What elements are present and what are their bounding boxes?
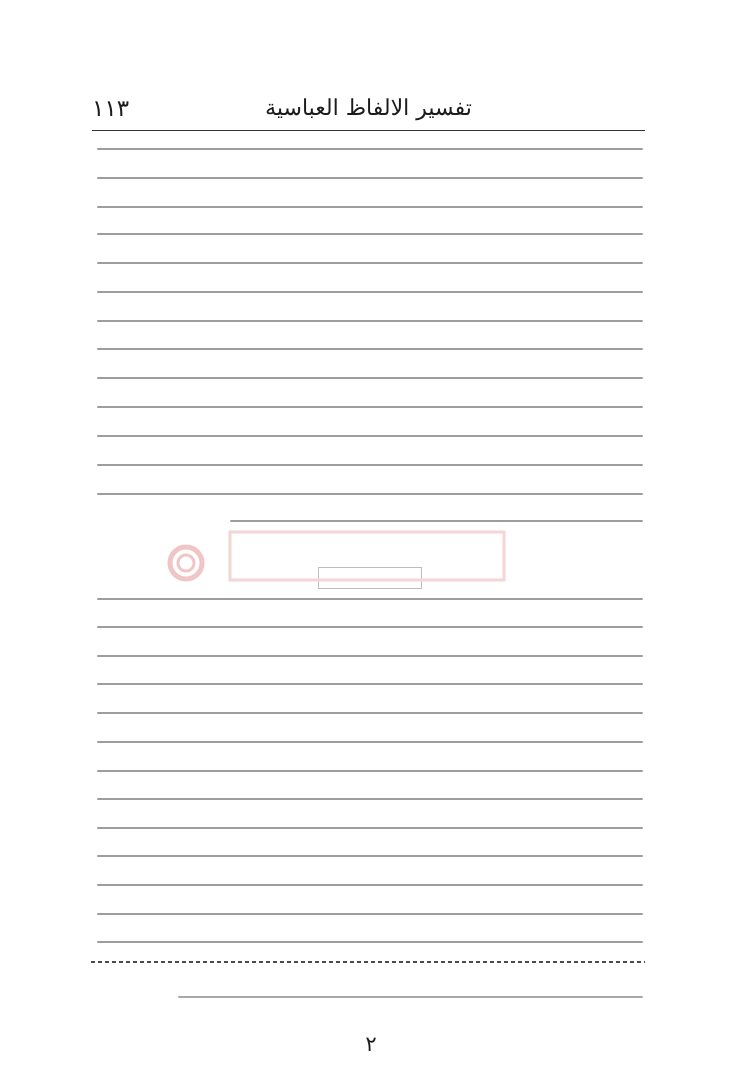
archive-watermark-mark — [170, 532, 504, 580]
folio: ٢ — [365, 1032, 377, 1056]
page-number: ١١٣ — [92, 96, 130, 122]
running-title: تفسير الالفاظ العباسية — [265, 96, 472, 121]
